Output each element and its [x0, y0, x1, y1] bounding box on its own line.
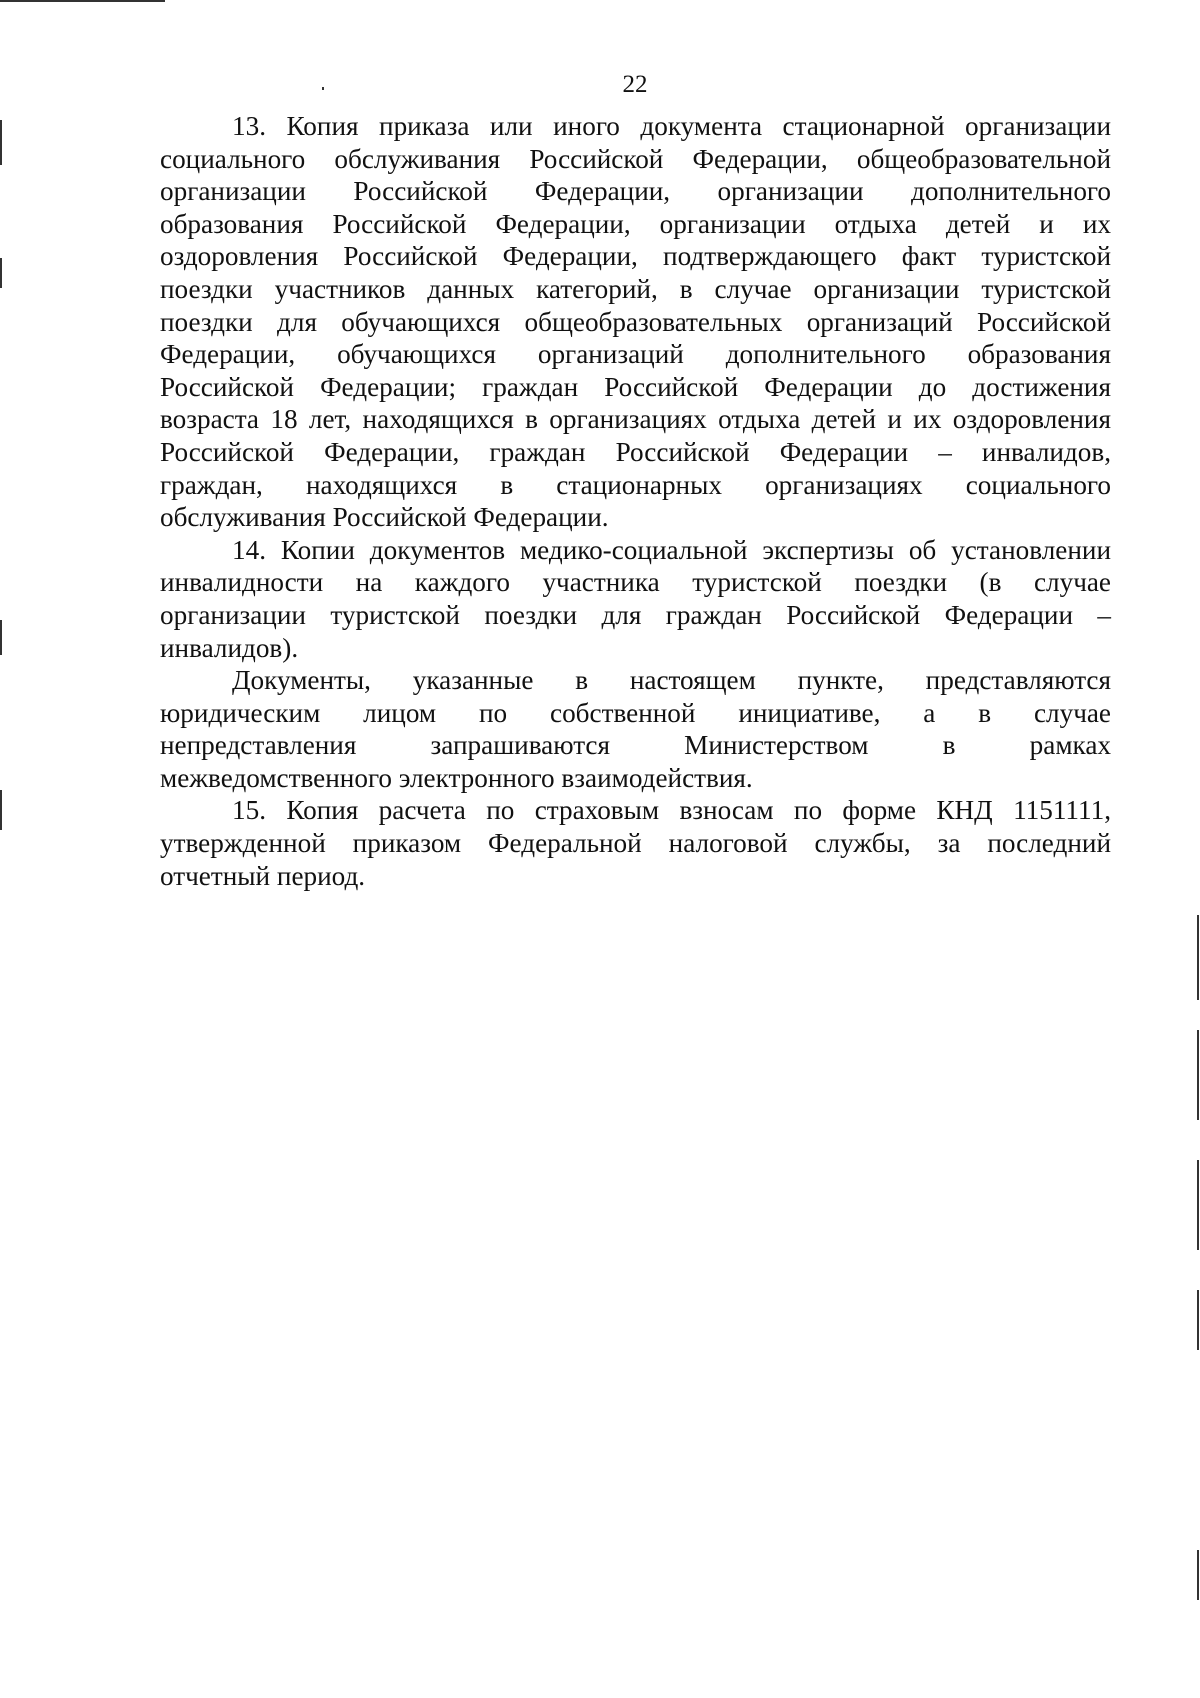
scan-edge-mark	[0, 620, 2, 655]
paragraph-14-note	[160, 664, 1111, 794]
scan-edge-mark	[1197, 1160, 1199, 1250]
text-line: утвержденной приказом Федеральной налоговой службы, за последний	[160, 828, 1111, 859]
paragraph-13	[160, 110, 1111, 534]
scan-edge-mark	[0, 0, 165, 2]
text-line: инвалидности на каждого участника туристской поездки (в случае	[160, 567, 1111, 598]
text-line: 13. Копия приказа или иного документа стационарной организации	[232, 111, 1111, 141]
text-line: непредставления запрашиваются Министерством в рамках	[160, 730, 1111, 761]
scan-edge-mark	[0, 790, 2, 830]
text-line: юридическим лицом по собственной инициативе, а в случае	[160, 697, 1111, 728]
page-number: 22	[622, 71, 648, 98]
text-line: поездки участников данных категорий, в случае организации туристской	[160, 273, 1111, 304]
text-line: 15. Копия расчета по страховым взносам по форме КНД 1151111,	[232, 795, 1111, 826]
text-line: 14. Копии документов медико-социальной экспертизы об установлении	[232, 534, 1111, 565]
document-body	[160, 110, 1111, 892]
text-line: социального обслуживания Российской Федерации, общеобразовательной	[160, 143, 1111, 174]
text-line: отчетный период.	[160, 860, 366, 891]
text-line: Федерации, обучающихся организаций дополнительного образования	[160, 339, 1111, 370]
text-line: граждан, находящихся в стационарных организациях социального	[160, 469, 1111, 500]
text-line: образования Российской Федерации, организации отдыха детей и их	[160, 208, 1111, 239]
text-line: организации Российской Федерации, организации дополнительного	[160, 176, 1111, 207]
text-line: Документы, указанные в настоящем пункте, представляются	[232, 665, 1111, 696]
scan-edge-mark	[0, 120, 2, 165]
text-line: Российской Федерации; граждан Российской Федерации до достижения	[160, 371, 1111, 402]
paragraph-14	[160, 534, 1111, 664]
text-line: возраста 18 лет, находящихся в организациях отдыха детей и их оздоровления	[160, 404, 1111, 435]
text-line: обслуживания Российской Федерации.	[160, 502, 609, 533]
scan-edge-mark	[1197, 1030, 1199, 1120]
text-line: оздоровления Российской Федерации, подтверждающего факт туристской	[160, 241, 1111, 272]
scan-edge-mark	[1197, 1290, 1199, 1350]
text-line: организации туристской поездки для граждан Российской Федерации –	[160, 599, 1111, 630]
scan-edge-mark	[1197, 1550, 1199, 1600]
text-line: инвалидов).	[160, 632, 299, 663]
scan-edge-mark	[1197, 915, 1199, 1000]
text-line: поездки для обучающихся общеобразовательных организаций Российской	[160, 306, 1111, 337]
text-line: межведомственного электронного взаимодействия.	[160, 762, 753, 793]
scan-edge-mark	[0, 258, 2, 288]
text-line: Российской Федерации, граждан Российской Федерации – инвалидов,	[160, 436, 1111, 467]
paragraph-15	[160, 794, 1111, 892]
